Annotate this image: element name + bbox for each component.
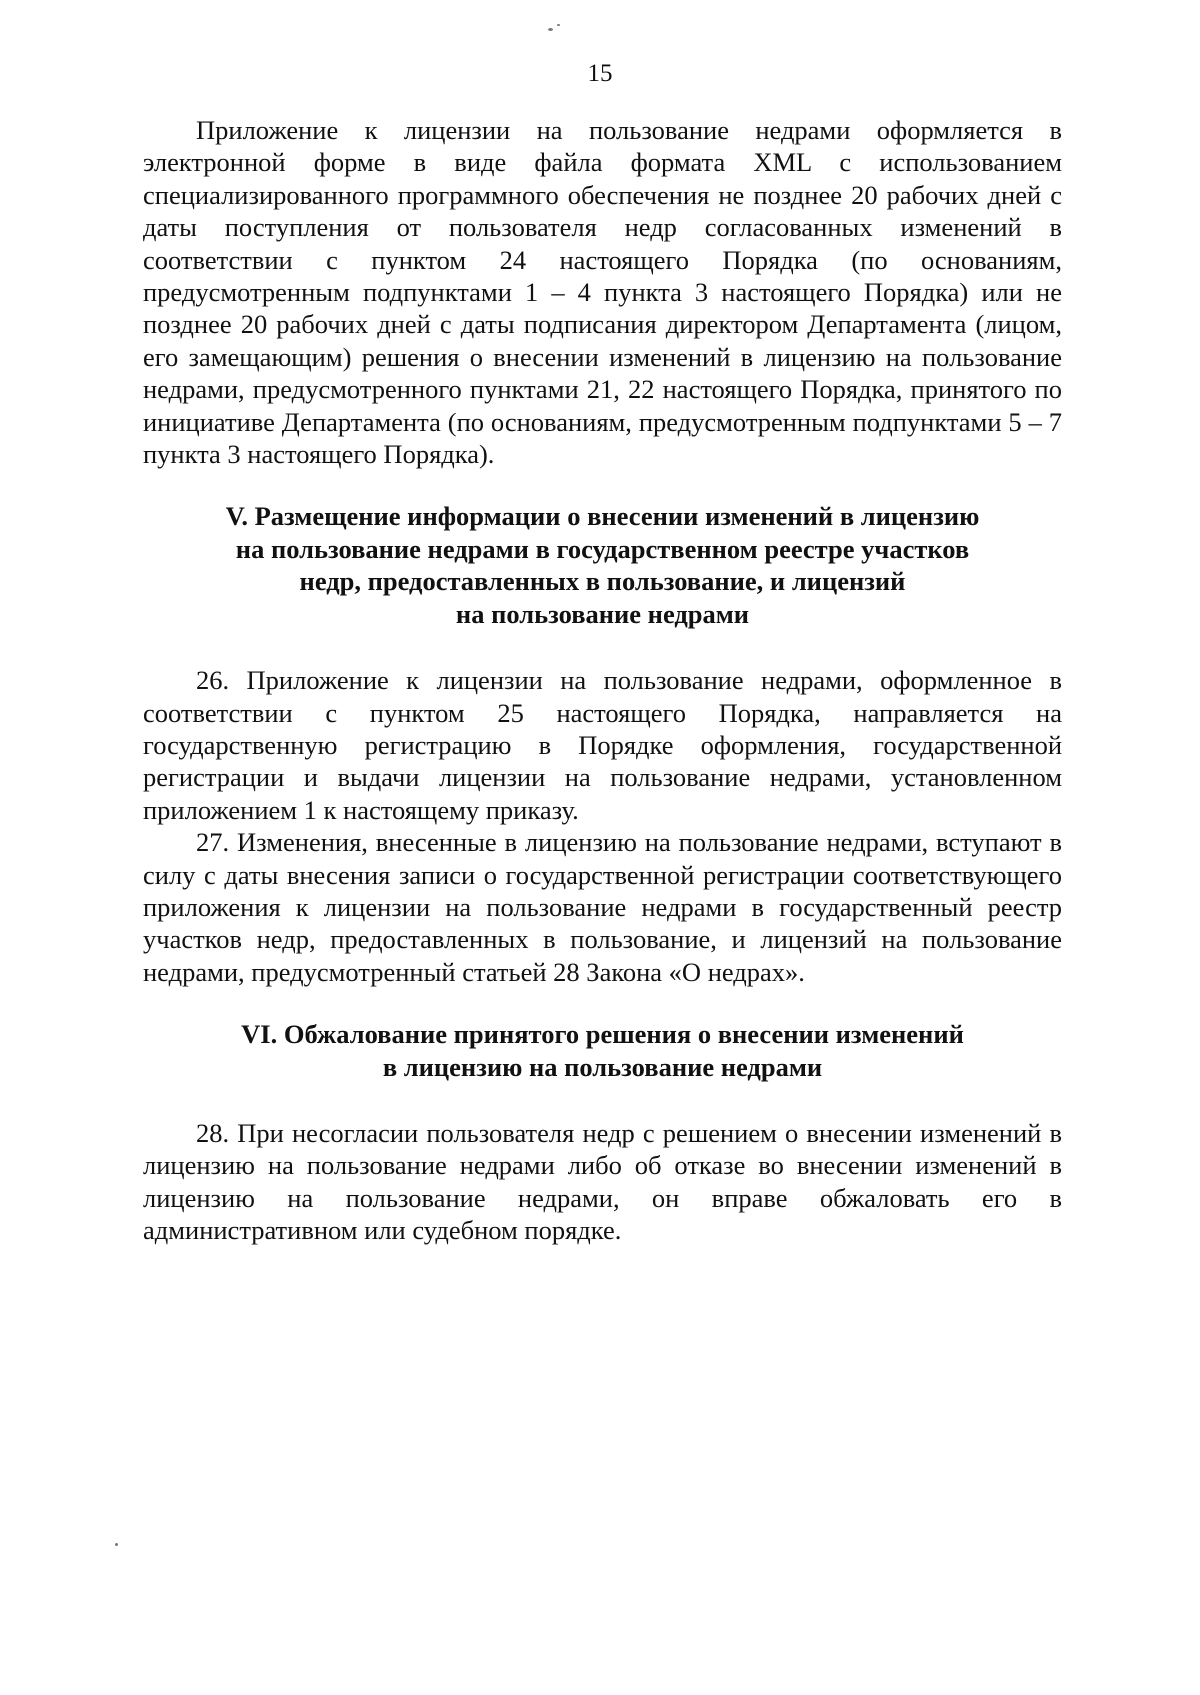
paragraph-28: 28. При несогласии пользователя недр с решением о внесении изменений в лицензию на пользование недрами либо об отказе во внесении изменений в лицензию на пользование недрами, он вправе обжаловать его в административном или судебном порядке. [143, 1117, 1062, 1246]
spacer [143, 988, 1062, 1018]
spacer [143, 630, 1062, 664]
scan-artifact [115, 1543, 118, 1546]
section-v-heading-line-2: на пользование недрами в государственном реестре участков [235, 533, 970, 564]
spacer [143, 470, 1062, 500]
section-v-heading-line-3: недр, предоставленных в пользование, и лицензий [299, 566, 906, 597]
scan-artifact [548, 28, 553, 31]
section-vi-heading-line-1: VI. Обжалование принятого решения о внесении изменений [241, 1019, 964, 1050]
section-v-heading-line-1: V. Размещение информации о внесении изменений в лицензию [225, 501, 980, 532]
document-body [143, 114, 1062, 1247]
section-v-heading-line-4: на пользование недрами [455, 598, 750, 629]
page-number: 15 [587, 60, 613, 87]
paragraph-appendix-format: Приложение к лицензии на пользование недрами оформляется в электронной форме в виде файла формата XML с использованием специализированного программного обеспечения не позднее 20 рабочих дней с даты поступления от пользователя недр согласованных изменений в соответствии с пунктом 24 настоящего Порядка (по основаниям, предусмотренным подпунктами 1 – 4 пункта 3 настоящего Порядка) или не позднее 20 рабочих дней с даты подписания директором Департамента (лицом, его замещающим) решения о внесении изменений в лицензию на пользование недрами, предусмотренного пунктами 21, 22 настоящего Порядка, принятого по инициативе Департамента (по основаниям, предусмотренным подпунктами 5 – 7 пункта 3 настоящего Порядка). [143, 115, 1062, 470]
paragraph-27: 27. Изменения, внесенные в лицензию на пользование недрами, вступают в силу с даты внесения записи о государственной регистрации соответствующего приложения к лицензии на пользование недрами в государственный реестр участков недр, предоставленных в пользование, и лицензий на пользование недрами, предусмотренный статьей 28 Закона «О недрах». [143, 827, 1062, 987]
paragraph-26: 26. Приложение к лицензии на пользование недрами, оформленное в соответствии с пунктом 25 настоящего Порядка, направляется на государственную регистрацию в Порядке оформления, государственной регистрации и выдачи лицензии на пользование недрами, установленном приложением 1 к настоящему приказу. [143, 665, 1062, 825]
section-vi-heading-line-2: в лицензию на пользование недрами [382, 1051, 823, 1082]
scan-artifact [557, 24, 560, 26]
section-vi-heading [143, 1018, 1062, 1083]
spacer [143, 1083, 1062, 1117]
section-v-heading [143, 500, 1062, 630]
